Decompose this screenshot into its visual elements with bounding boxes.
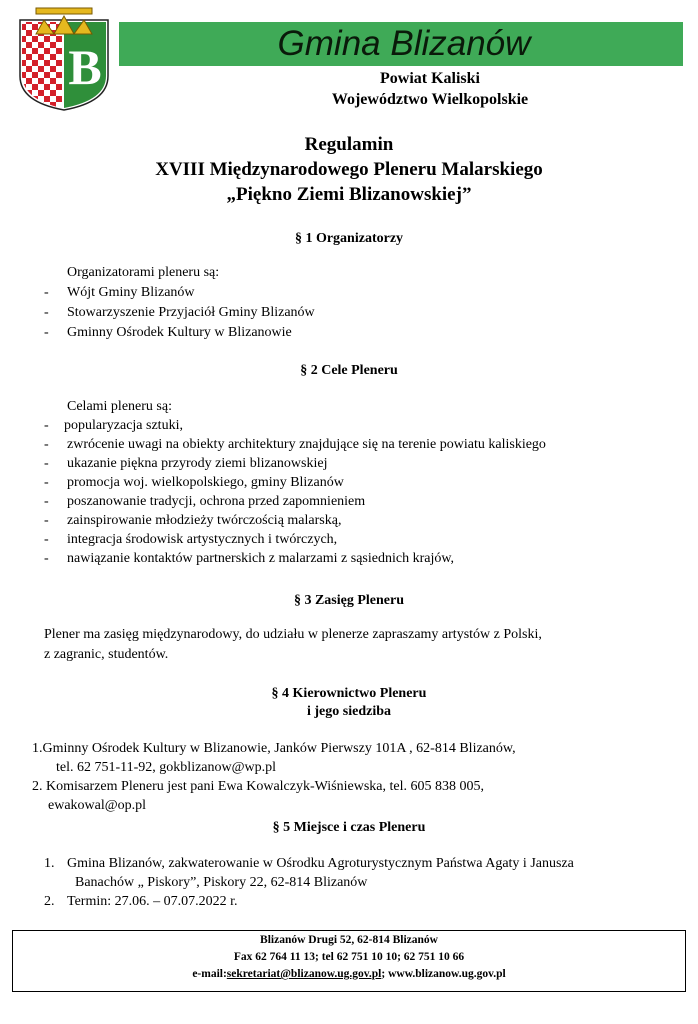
footer-phone: Fax 62 764 11 13; tel 62 751 10 10; 62 751 10 66 bbox=[233, 951, 465, 963]
document-title-event: XVIII Międzynarodowego Pleneru Malarskiego bbox=[155, 159, 543, 180]
section5-item1-line1: Gmina Blizanów, zakwaterowanie w Ośrodku Agroturystycznym Państwa Agaty i Janusza bbox=[67, 856, 574, 871]
list-item: zwrócenie uwagi na obiekty architektury znajdujące się na terenie powiatu kaliskiego bbox=[67, 437, 546, 452]
footer-email-link[interactable]: sekretariat@blizanow.ug.gov.pl bbox=[226, 968, 382, 980]
section3-text-line2: z zagranic, studentów. bbox=[44, 647, 169, 662]
section2-heading: § 2 Cele Pleneru bbox=[300, 363, 398, 378]
list-dash: - bbox=[44, 513, 49, 528]
section3-heading: § 3 Zasięg Pleneru bbox=[293, 593, 405, 608]
section1-list bbox=[0, 285, 698, 345]
section2-intro: Celami pleneru są: bbox=[67, 399, 172, 414]
powiat-label: Powiat Kaliski bbox=[379, 70, 480, 87]
section4-line3: 2. Komisarzem Pleneru jest pani Ewa Kowalczyk-Wiśniewska, tel. 605 838 005, bbox=[32, 779, 484, 794]
list-dash: - bbox=[44, 437, 49, 452]
list-dash: - bbox=[44, 305, 49, 320]
section5-item2-line1: Termin: 27.06. – 07.07.2022 r. bbox=[67, 894, 238, 909]
section2-list bbox=[0, 418, 698, 578]
list-item: poszanowanie tradycji, ochrona przed zapomnieniem bbox=[67, 494, 366, 509]
list-dash: - bbox=[44, 532, 49, 547]
section5-item2-number: 2. bbox=[44, 894, 55, 909]
svg-text:B: B bbox=[68, 39, 102, 95]
list-item: zainspirowanie młodzieży twórczością malarską, bbox=[67, 513, 342, 528]
list-dash: - bbox=[44, 325, 49, 340]
section4-line1: 1.Gminny Ośrodek Kultury w Blizanowie, Janków Pierwszy 101A , 62-814 Blizanów, bbox=[32, 741, 516, 756]
list-item: promocja woj. wielkopolskiego, gminy Blizanów bbox=[67, 475, 344, 490]
document-title-name: „Piękno Ziemi Blizanowskiej” bbox=[226, 184, 472, 205]
list-dash: - bbox=[44, 475, 49, 490]
list-item: nawiązanie kontaktów partnerskich z malarzami z sąsiednich krajów, bbox=[67, 551, 455, 566]
section1-intro: Organizatorami pleneru są: bbox=[67, 265, 220, 280]
section4-line2: tel. 62 751-11-92, gokblizanow@wp.pl bbox=[56, 760, 277, 775]
list-item: integracja środowisk artystycznych i twórczych, bbox=[67, 532, 338, 547]
list-dash: - bbox=[44, 456, 49, 471]
footer-website: ; www.blizanow.ug.gov.pl bbox=[381, 968, 506, 980]
section4-subheading: i jego siedziba bbox=[307, 704, 391, 719]
section1-heading: § 1 Organizatorzy bbox=[294, 231, 404, 246]
section3-text-line1: Plener ma zasięg międzynarodowy, do udziału w plenerze zapraszamy artystów z Polski, bbox=[44, 627, 542, 642]
footer-email-prefix: e-mail: bbox=[192, 968, 227, 980]
footer-address: Blizanów Drugi 52, 62-814 Blizanów bbox=[260, 934, 438, 946]
document-title-regulamin: Regulamin bbox=[304, 134, 394, 155]
gmina-blizanow-crest-icon bbox=[14, 6, 114, 112]
section5-heading: § 5 Miejsce i czas Pleneru bbox=[272, 820, 426, 835]
list-item: popularyzacja sztuki, bbox=[64, 418, 183, 433]
list-dash: - bbox=[44, 418, 49, 433]
list-dash: - bbox=[44, 285, 49, 300]
gmina-name: Gmina Blizanów bbox=[277, 24, 531, 63]
section5-item1-line2: Banachów „ Piskory”, Piskory 22, 62-814 Blizanów bbox=[75, 875, 368, 890]
section4-heading: § 4 Kierownictwo Pleneru bbox=[271, 686, 427, 701]
list-dash: - bbox=[44, 494, 49, 509]
list-item: Gminny Ośrodek Kultury w Blizanowie bbox=[67, 325, 292, 340]
footer-contact bbox=[12, 968, 686, 980]
list-item: ukazanie piękna przyrody ziemi blizanowskiej bbox=[67, 456, 328, 471]
wojewodztwo-label: Województwo Wielkopolskie bbox=[331, 91, 529, 108]
list-dash: - bbox=[44, 551, 49, 566]
list-item: Stowarzyszenie Przyjaciół Gminy Blizanów bbox=[67, 305, 315, 320]
list-item: Wójt Gminy Blizanów bbox=[67, 285, 195, 300]
section4-line4: ewakowal@op.pl bbox=[48, 798, 147, 813]
section5-item1-number: 1. bbox=[44, 856, 55, 871]
